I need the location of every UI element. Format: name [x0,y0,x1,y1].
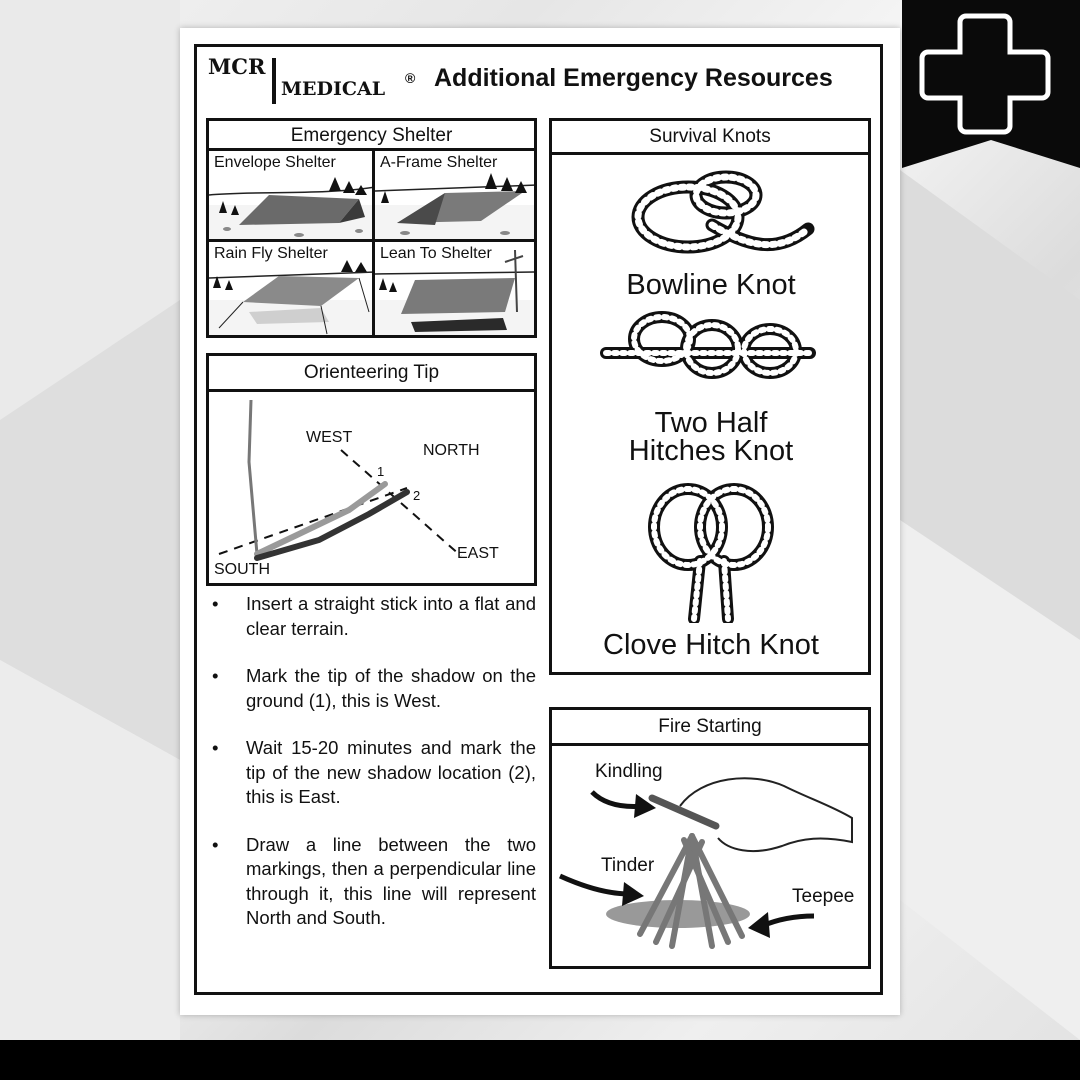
bullet-icon: • [212,833,219,855]
knot-label-bowline: Bowline Knot [626,269,796,301]
two-half-hitches-knot-icon [600,309,820,395]
shelter-label-aframe: A-Frame Shelter [380,154,498,171]
registered-mark: ® [405,70,416,86]
orienteering-panel [206,353,537,586]
knot-label-clove-hitch: Clove Hitch Knot [603,629,819,661]
fire-label-kindling: Kindling [595,761,663,782]
bottom-bar [0,1040,1080,1080]
shelter-cell-envelope [206,148,375,242]
orienteering-header: Orienteering Tip [209,356,534,392]
mark-2: 2 [413,488,421,503]
page-title: Additional Emergency Resources [434,64,833,92]
survival-knots-panel [549,118,871,675]
fire-starting-header: Fire Starting [552,710,868,746]
medical-badge [902,0,1080,168]
step-item [208,664,536,713]
step-item [208,592,536,641]
shelter-label-leanto: Lean To Shelter [380,245,492,262]
orienteering-steps [208,592,536,931]
bowline-knot-icon [616,165,816,275]
logo-mcr-text: MCR [208,54,266,79]
bullet-icon: • [212,593,219,614]
fire-starting-panel [549,707,871,969]
clove-hitch-knot-icon [644,483,784,623]
step-text: Wait 15-20 minutes and mark the tip of the new shadow location (2), this is East. [246,737,536,807]
emergency-shelter-header: Emergency Shelter [209,121,534,153]
mark-1: 1 [377,464,385,479]
shelter-label-envelope: Envelope Shelter [214,154,336,171]
label-west: WEST [306,429,353,446]
bullet-icon: • [212,665,219,686]
shelter-cell-rainfly [206,239,375,338]
step-item [208,833,536,931]
bullet-icon: • [212,737,219,758]
shelter-cell-aframe [372,148,537,242]
knot-label-two-half-line2: Hitches Knot [628,435,794,467]
label-north: NORTH [423,442,480,459]
label-south: SOUTH [214,561,270,578]
shelter-label-rainfly: Rain Fly Shelter [214,245,328,262]
step-text: Draw a line between the two markings, then a perpendicular line through it, this line will represent North and South. [246,833,536,928]
survival-knots-header: Survival Knots [552,121,868,155]
logo-medical-text: MEDICAL [281,78,386,100]
fire-label-teepee: Teepee [792,886,855,907]
step-text: Mark the tip of the shadow on the ground (1), this is West. [246,665,536,711]
knot-label-two-half-line1: Two Half [654,407,768,439]
logo-divider [272,58,276,104]
fire-label-tinder: Tinder [601,855,655,876]
step-text: Insert a straight stick into a flat and clear terrain. [246,593,536,639]
shelter-cell-leanto [372,239,537,338]
step-item [208,736,536,810]
brand-logo [208,54,430,106]
label-east: EAST [457,545,499,562]
